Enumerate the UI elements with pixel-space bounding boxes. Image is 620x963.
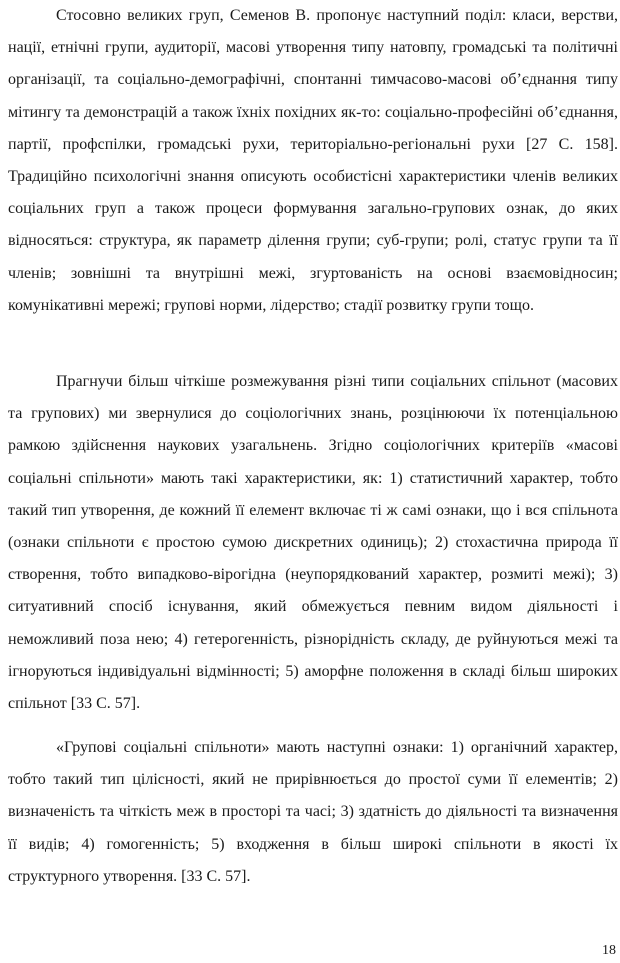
paragraph-large-groups: Стосовно великих груп, Семенов В. пропонує наступний поділ: класи, верстви, нації, етнічні групи, аудиторії, масові утворення типу натовпу, громадські та політичні організації, та соціально-демографічні, спонтанні тимчасово-масові об’єднання типу мітингу та демонстрацій а також їхніх похідних як-то: соціально-професійні об’єднання, партії, профспілки, громадські рухи, територіально-регіональні рухи [27 С. 158]. Традиційно психологічні знання описують особистісні характеристики членів великих соціальних груп а також процеси формування загально-групових ознак, до яких відносяться: структура, як параметр ділення групи; суб-групи; ролі, статус групи та її членів; зовнішні та внутрішні межі, згуртованість на основі взаємовідносин; комунікативні мережі; групові норми, лідерство; стадії розвитку групи тощо. (8, 7, 618, 314)
paragraph-mass-communities: Прагнучи більш чіткіше розмежування різні типи соціальних спільнот (масових та групових) ми звернулися до соціологічних знань, розцінюючи їх потенціальною рамкою здійснення наукових узагальнень. Згідно соціологічних критеріїв «масові соціальні спільноти» мають такі характеристики, як: 1) статистичний характер, тобто такий тип утворення, де кожний її елемент включає ті ж самі ознаки, що і вся спільнота (ознаки спільноти є простою сумою дискретних одиниць); 2) стохастична природа її створення, тобто випадково-вірогідна (неупорядкований характер, розмиті межі); 3) ситуативний спосіб існування, який обмежується певним видом діяльності і неможливий поза нею; 4) гетерогенність, різнорідність складу, де руйнуються межі та ігноруються індивідуальні відмінності; 5) аморфне положення в складі більш широких спільнот [33 С. 57]. (8, 373, 618, 713)
paragraph-group-communities: «Групові соціальні спільноти» мають наступні ознаки: 1) органічний характер, тобто такий тип цілісності, який не прирівнюється до простої суми її елементів; 2) визначеність та чіткість меж в просторі та часі; 3) здатність до діяльності та визначення її видів; 4) гомогенність; 5) входження в більш широкі спільноти в якості їх структурного утворення. [33 С. 57]. (8, 739, 618, 885)
page-number: 18 (602, 943, 616, 958)
